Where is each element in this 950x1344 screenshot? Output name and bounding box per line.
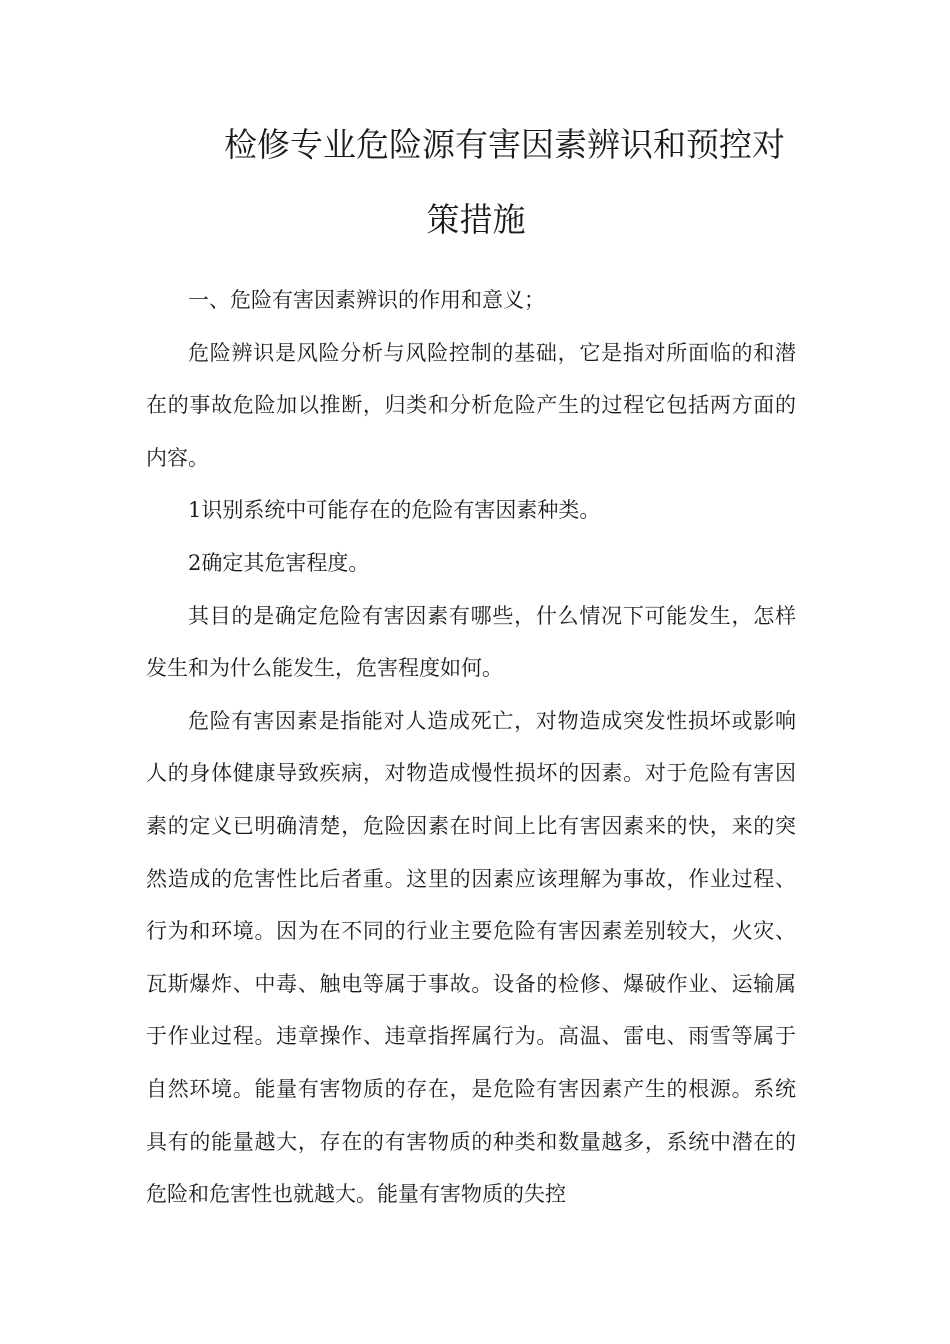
document-title-line-1: 检修专业危险源有害因素辨识和预控对 [224,125,785,164]
document-body [146,274,796,1221]
section-heading: 一、危险有害因素辨识的作用和意义； [188,288,545,312]
list-item: 2确定其危害程度。 [188,550,370,575]
paragraph: 其目的是确定危险有害因素有哪些，什么情况下可能发生，怎样发生和为什么能发生，危害程度如何。 [146,603,796,681]
document-title-line-2: 策措施 [426,200,526,239]
list-item: 1识别系统中可能存在的危险有害因素种类。 [188,498,601,523]
paragraph: 危险辨识是风险分析与风险控制的基础，它是指对所面临的和潜在的事故危险加以推断，归类和分析危险产生的过程它包括两方面的内容。 [146,340,796,470]
paragraph: 危险有害因素是指能对人造成死亡，对物造成突发性损坏或影响人的身体健康导致疾病，对物造成慢性损坏的因素。对于危险有害因素的定义已明确清楚，危险因素在时间上比有害因素来的快，来的突然造成的危害性比后者重。这里的因素应该理解为事故，作业过程、行为和环境。因为在不同的行业主要危险有害因素差别较大，火灾、瓦斯爆炸、中毒、触电等属于事故。设备的检修、爆破作业、运输属于作业过程。违章操作、违章指挥属行为。高温、雷电、雨雪等属于自然环境。能量有害物质的存在，是危险有害因素产生的根源。系统具有的能量越大，存在的有害物质的种类和数量越多，系统中潜在的危险和危害性也就越大。能量有害物质的失控 [146,708,796,1207]
